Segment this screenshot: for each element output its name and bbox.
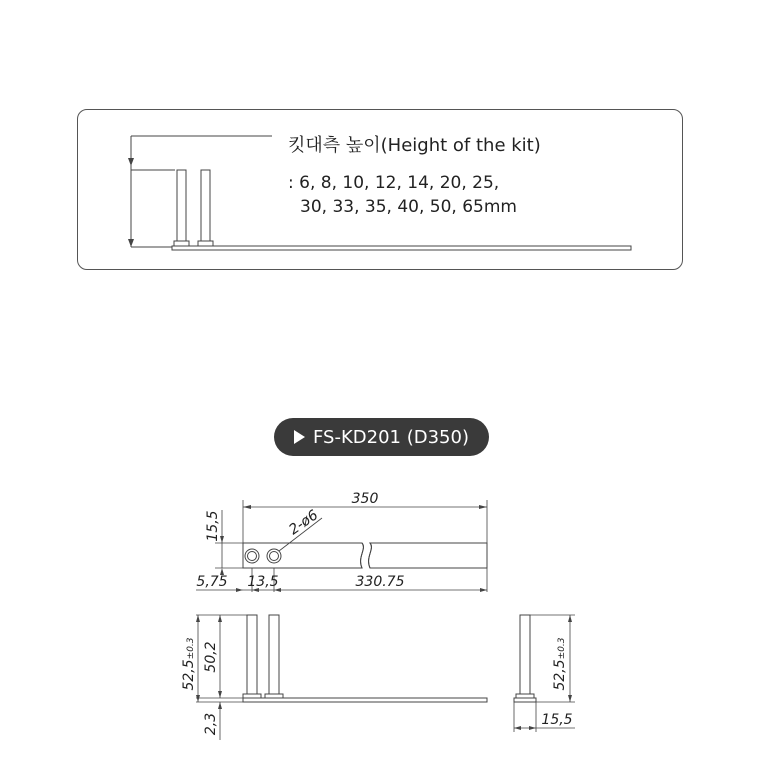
- dim-height-top: 15,5: [205, 510, 221, 542]
- front-base-strip: [243, 698, 487, 702]
- kit-values-line2: 30, 33, 35, 40, 50, 65mm: [300, 197, 517, 217]
- front-post-left: [247, 615, 257, 695]
- front-post-right: [269, 615, 279, 695]
- dim-side-height: 52,5±0.3: [552, 637, 568, 691]
- dim-edge-offset: 5,75: [196, 574, 228, 590]
- side-base: [514, 698, 536, 702]
- kit-height-title: 킷대측 높이(Height of the kit): [288, 135, 541, 156]
- side-post: [520, 615, 530, 695]
- dim-side-width: 15,5: [541, 712, 573, 728]
- dim-remaining-length: 330.75: [355, 574, 405, 590]
- dim-overall-height: 52,5±0.3: [181, 637, 197, 691]
- dim-total-length: 350: [351, 491, 379, 507]
- dim-base-thickness: 2,3: [203, 712, 219, 736]
- dim-post-height: 50,2: [203, 641, 219, 673]
- strip-top-left: [243, 543, 363, 568]
- dim-hole-spec: 2-ø6: [286, 507, 322, 539]
- dim-hole-pitch: 13,5: [247, 574, 279, 590]
- model-label: FS-KD201 (D350): [313, 426, 469, 448]
- strip-top-right: [369, 543, 487, 568]
- kit-values-line1: : 6, 8, 10, 12, 14, 20, 25,: [288, 173, 500, 193]
